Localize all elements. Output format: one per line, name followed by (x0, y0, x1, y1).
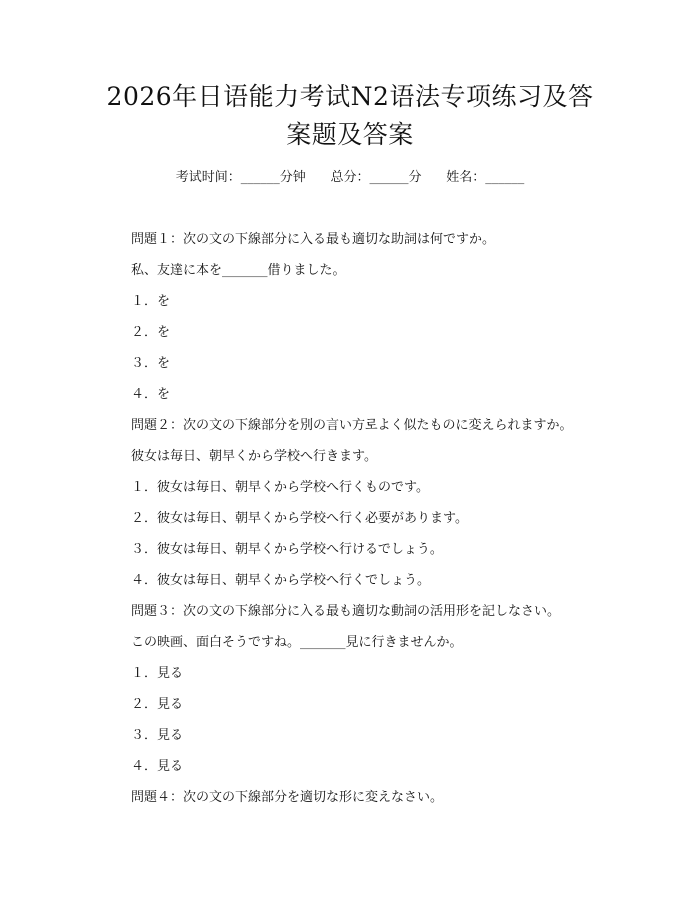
exam-info-line: 考试时间：______分钟 总分：______分 姓名：______ (175, 170, 525, 185)
question-1-prompt: 問題１：次の文の下線部分に入る最も適切な助詞は何ですか。 (131, 232, 496, 247)
question-2-prompt: 問題２：次の文の下線部分を別の言い方로よく似たものに変えられますか。 (131, 418, 573, 433)
title-line-2: 案题及答案 (286, 120, 414, 149)
question-2-option-1: １．彼女は毎日、朝早くから学校へ行くものです。 (131, 480, 429, 495)
question-3-prompt: 問題３：次の文の下線部分に入る最も適切な動詞の活用形を記しなさい。 (131, 604, 561, 619)
question-3-option-2: ２．見る (131, 697, 184, 712)
question-1-option-1: １．を (131, 294, 171, 309)
question-3-option-3: ３．見る (131, 728, 184, 743)
question-content (131, 230, 651, 819)
question-2-option-3: ３．彼女は毎日、朝早くから学校へ行けるでしょう。 (131, 542, 443, 557)
question-4-prompt: 問題４：次の文の下線部分を適切な形に変えなさい。 (131, 790, 444, 805)
question-3-option-4: ４．見る (131, 759, 184, 774)
title-line-1: 2026年日语能力考试N2语法专项练习及答 (106, 82, 594, 111)
question-1-sentence: 私、友達に本を_______借りました。 (131, 263, 346, 278)
question-2-sentence: 彼女は毎日、朝早くから学校へ行きます。 (131, 449, 377, 464)
question-2-option-2: ２．彼女は毎日、朝早くから学校へ行く必要があります。 (131, 511, 468, 526)
question-1-option-2: ２．を (131, 325, 171, 340)
document-title (80, 78, 620, 154)
question-1-option-3: ３．を (131, 356, 171, 371)
question-3-option-1: １．見る (131, 666, 184, 681)
question-1-option-4: ４．を (131, 387, 171, 402)
question-3-sentence: この映画、面白そうですね。_______見に行きませんか。 (131, 635, 463, 650)
question-2-option-4: ４．彼女は毎日、朝早くから学校へ行くでしょう。 (131, 573, 431, 588)
